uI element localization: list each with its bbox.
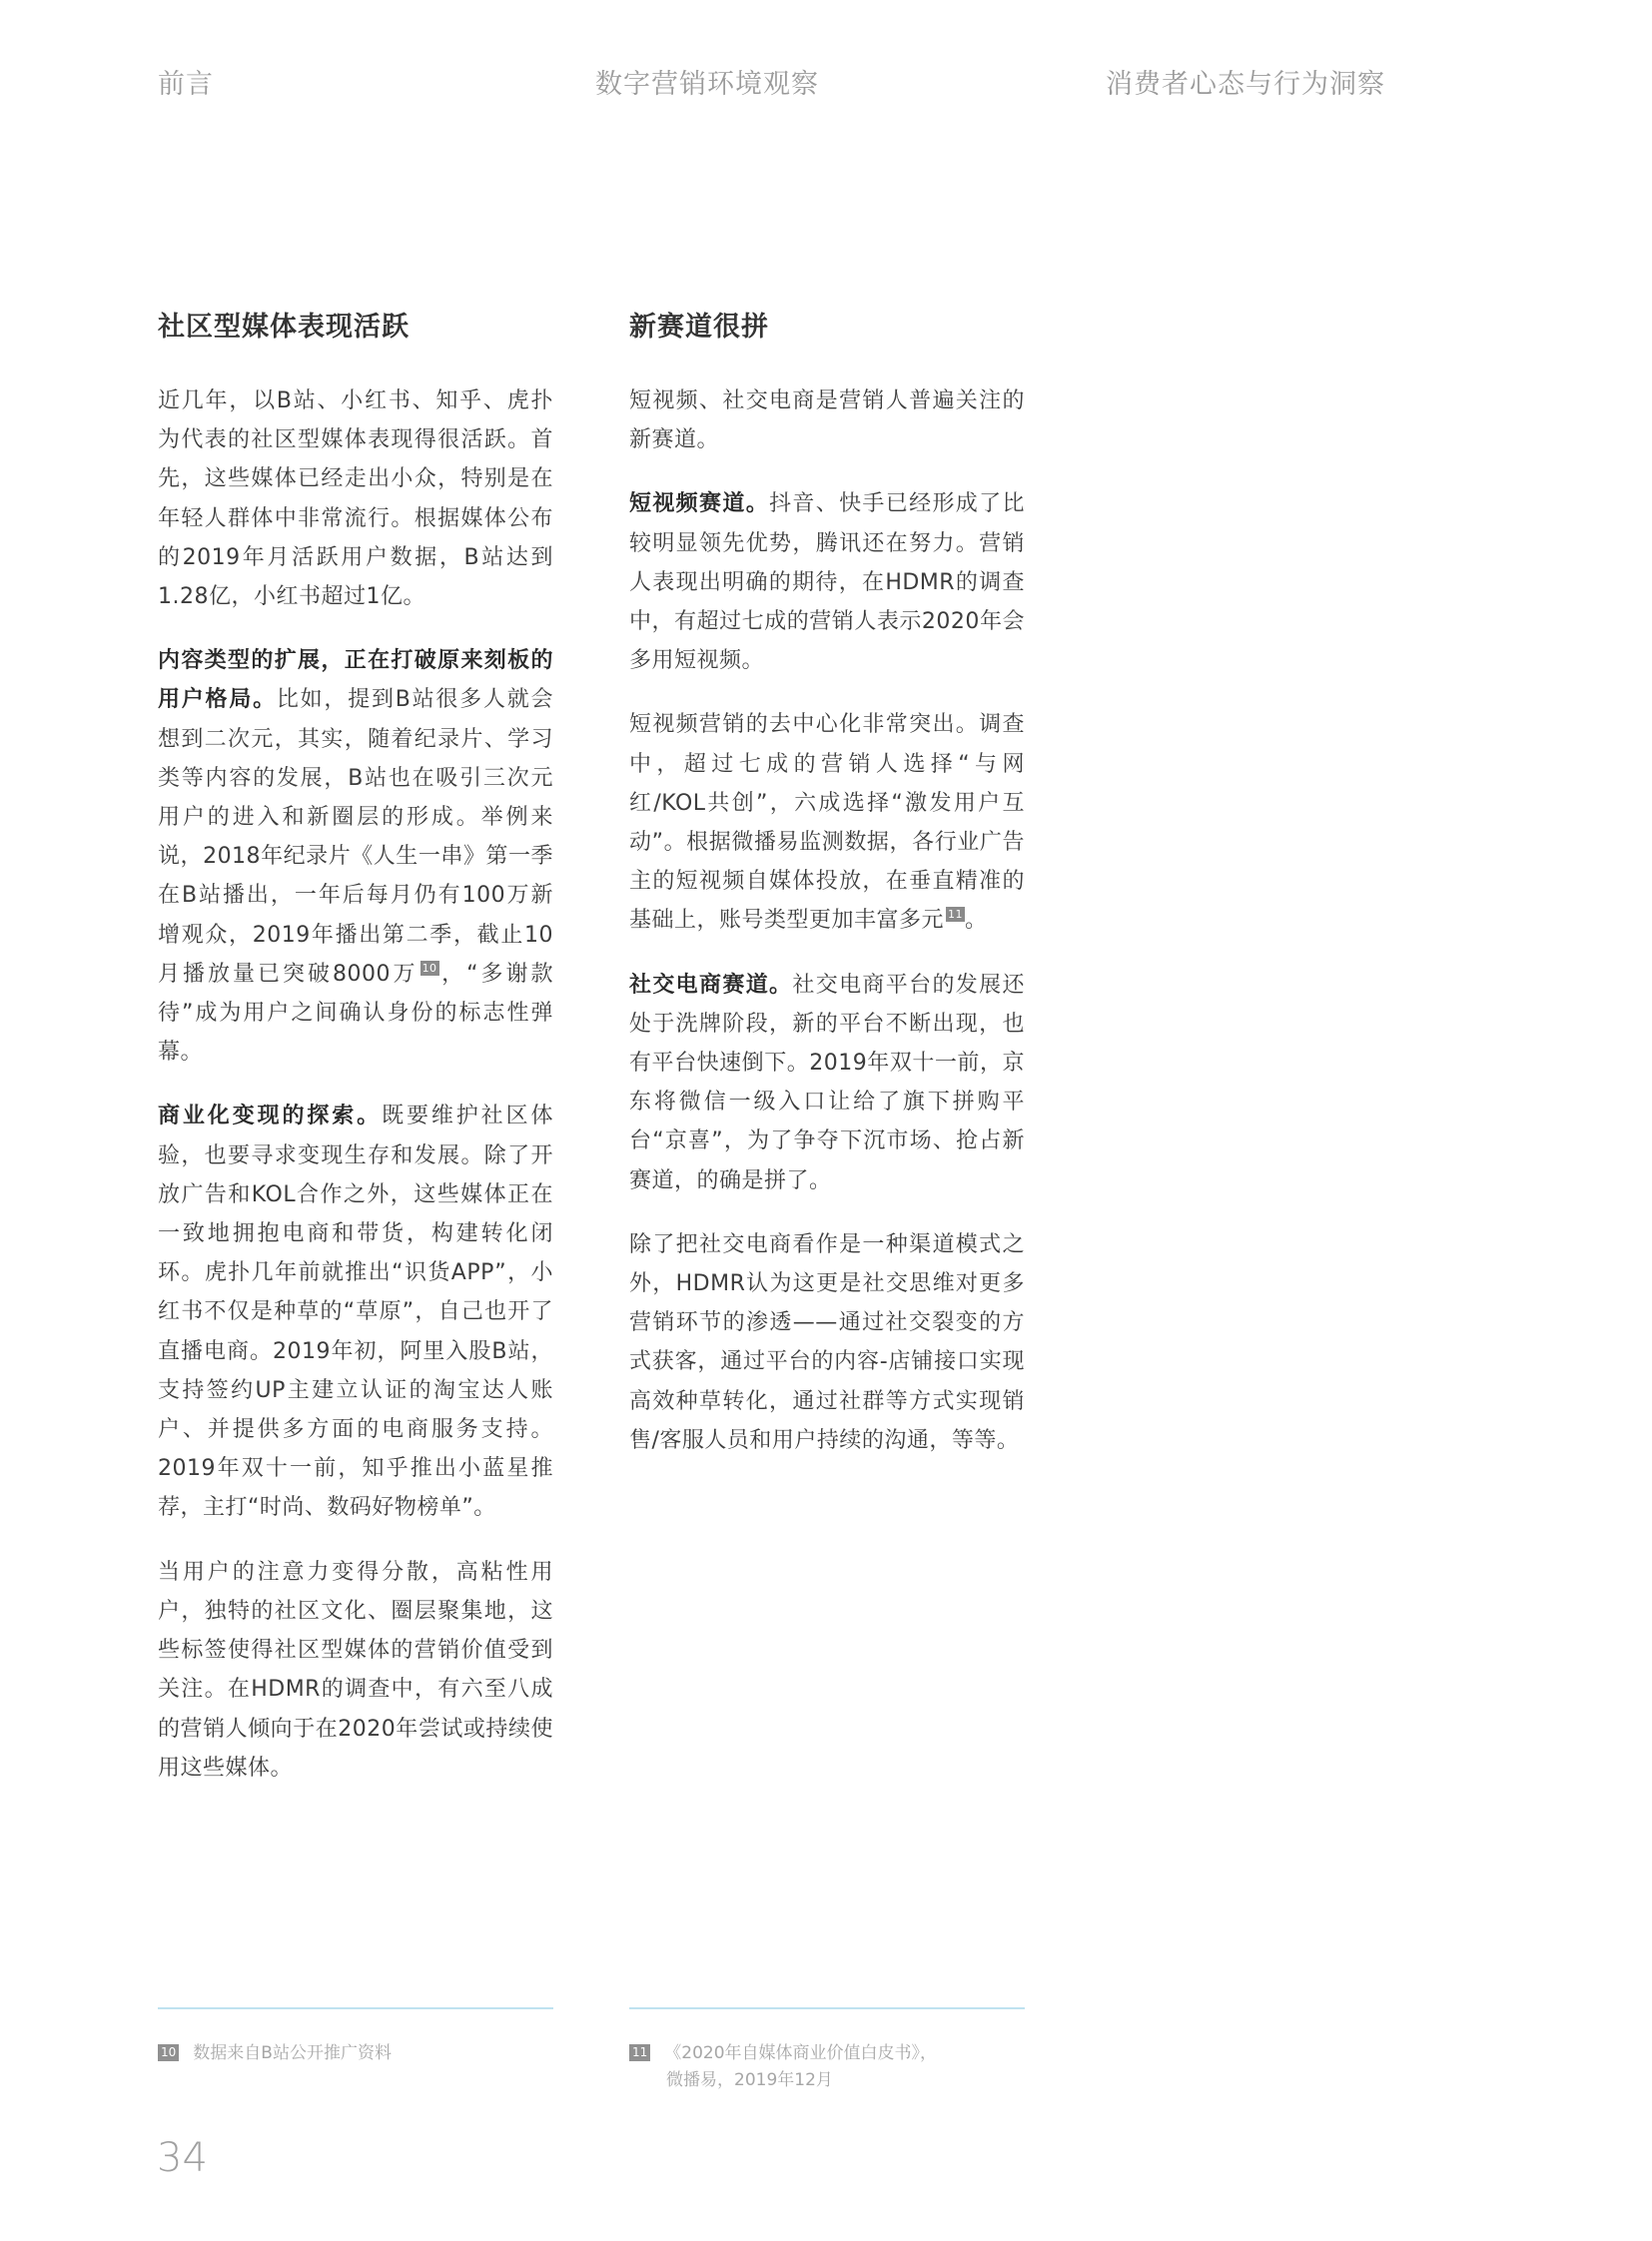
right-paragraph-1: 短视频、社交电商是营销人普遍关注的新赛道。 <box>629 388 1025 453</box>
left-paragraph-2-body: 比如，提到B站很多人就会想到二次元，其实，随着纪录片、学习类等内容的发展，B站也在吸引三次元用户的进入和新圈层的形成。举例来说，2018年纪录片《人生一串》第一季在B站播出，一年后每月仍有100万新增观众，2019年播出第二季，截止10月播放量已突破8000万 <box>158 687 553 987</box>
nav-item-consumer-insight[interactable]: 消费者心态与行为洞察 <box>1106 69 1385 100</box>
right-paragraph-3-body: 短视频营销的去中心化非常突出。调查中，超过七成的营销人选择“与网红/KOL共创”，六成选择“激发用户互动”。根据微播易监测数据，各行业广告主的短视频自媒体投放，在垂直精准的基础上，账号类型更加丰富多元 <box>629 712 1025 934</box>
footnote-number-10: 10 <box>158 2044 179 2061</box>
left-paragraph-2-lead: 内容类型的扩展，正在打破原来刻板的用户格局。 <box>158 648 553 713</box>
left-heading: 社区型媒体表现活跃 <box>158 312 410 343</box>
left-paragraph-2 <box>158 641 553 1072</box>
left-paragraph-3 <box>158 1097 553 1527</box>
right-paragraph-4-body: 社交电商平台的发展还处于洗牌阶段，新的平台不断出现，也有平台快速倒下。2019年双十一前，京东将微信一级入口让给了旗下拼购平台“京喜”，为了争夺下沉市场、抢占新赛道，的确是拼了。 <box>629 972 1025 1193</box>
right-paragraph-4 <box>629 966 1025 1200</box>
footnote-text-10: 数据来自B站公开推广资料 <box>193 2043 392 2063</box>
right-paragraph-2-body: 抖音、快手已经形成了比较明显领先优势，腾讯还在努力。营销人表现出明确的期待，在HDMR的调查中，有超过七成的营销人表示2020年会多用短视频。 <box>629 491 1025 674</box>
right-paragraph-3 <box>629 705 1025 940</box>
footnote-right <box>629 2040 1025 2094</box>
footnote-text-11-line1: 《2020年自媒体商业价值白皮书》， <box>664 2043 938 2063</box>
right-paragraph-5: 除了把社交电商看作是一种渠道模式之外，HDMR认为这更是社交思维对更多营销环节的渗透——通过社交裂变的方式获客，通过平台的内容-店铺接口实现高效种草转化，通过社群等方式实现销售/客服人员和用户持续的沟通，等等。 <box>629 1231 1025 1453</box>
right-paragraph-2-lead: 短视频赛道。 <box>629 491 770 517</box>
nav-item-digital-marketing[interactable]: 数字营销环境观察 <box>595 69 819 100</box>
footnote-divider-left <box>158 2007 553 2009</box>
left-paragraph-4: 当用户的注意力变得分散，高粘性用户，独特的社区文化、圈层聚集地，这些标签使得社区型媒体的营销价值受到关注。在HDMR的调查中，有六至八成的营销人倾向于在2020年尝试或持续使用这些媒体。 <box>158 1559 553 1781</box>
right-column <box>629 305 1025 1485</box>
right-paragraph-3-tail: 。 <box>965 908 988 934</box>
right-paragraph-2 <box>629 484 1025 680</box>
right-heading: 新赛道很拼 <box>629 312 769 343</box>
left-paragraph-3-body: 既要维护社区体验，也要寻求变现生存和发展。除了开放广告和KOL合作之外，这些媒体正在一致地拥抱电商和带货，构建转化闭环。虎扑几年前就推出“识货APP”，小红书不仅是种草的“草原”，自己也开了直播电商。2019年初，阿里入股B站，支持签约UP主建立认证的淘宝达人账户、并提供多方面的电商服务支持。2019年双十一前，知乎推出小蓝星推荐，主打“时尚、数码好物榜单”。 <box>158 1104 553 1521</box>
footnote-text-11-line2: 微播易，2019年12月 <box>666 2070 833 2090</box>
footnote-ref-11[interactable]: 11 <box>948 908 964 922</box>
left-column <box>158 305 553 1813</box>
footnote-number-11: 11 <box>629 2044 650 2061</box>
footnote-divider-right <box>629 2007 1025 2009</box>
left-paragraph-3-lead: 商业化变现的探索。 <box>158 1104 383 1129</box>
page-number: 34 <box>157 2135 208 2181</box>
footnote-left <box>158 2040 553 2067</box>
right-paragraph-4-lead: 社交电商赛道。 <box>629 972 793 998</box>
footnote-ref-10[interactable]: 10 <box>421 961 437 975</box>
left-paragraph-1: 近几年，以B站、小红书、知乎、虎扑为代表的社区型媒体表现得很活跃。首先，这些媒体已经走出小众，特别是在年轻人群体中非常流行。根据媒体公布的2019年月活跃用户数据，B站达到1.28亿，小红书超过1亿。 <box>158 388 553 610</box>
nav-item-preface[interactable]: 前言 <box>158 69 214 100</box>
left-paragraph-2-tail: ，“多谢款待”成为用户之间确认身份的标志性弹幕。 <box>158 961 553 1066</box>
